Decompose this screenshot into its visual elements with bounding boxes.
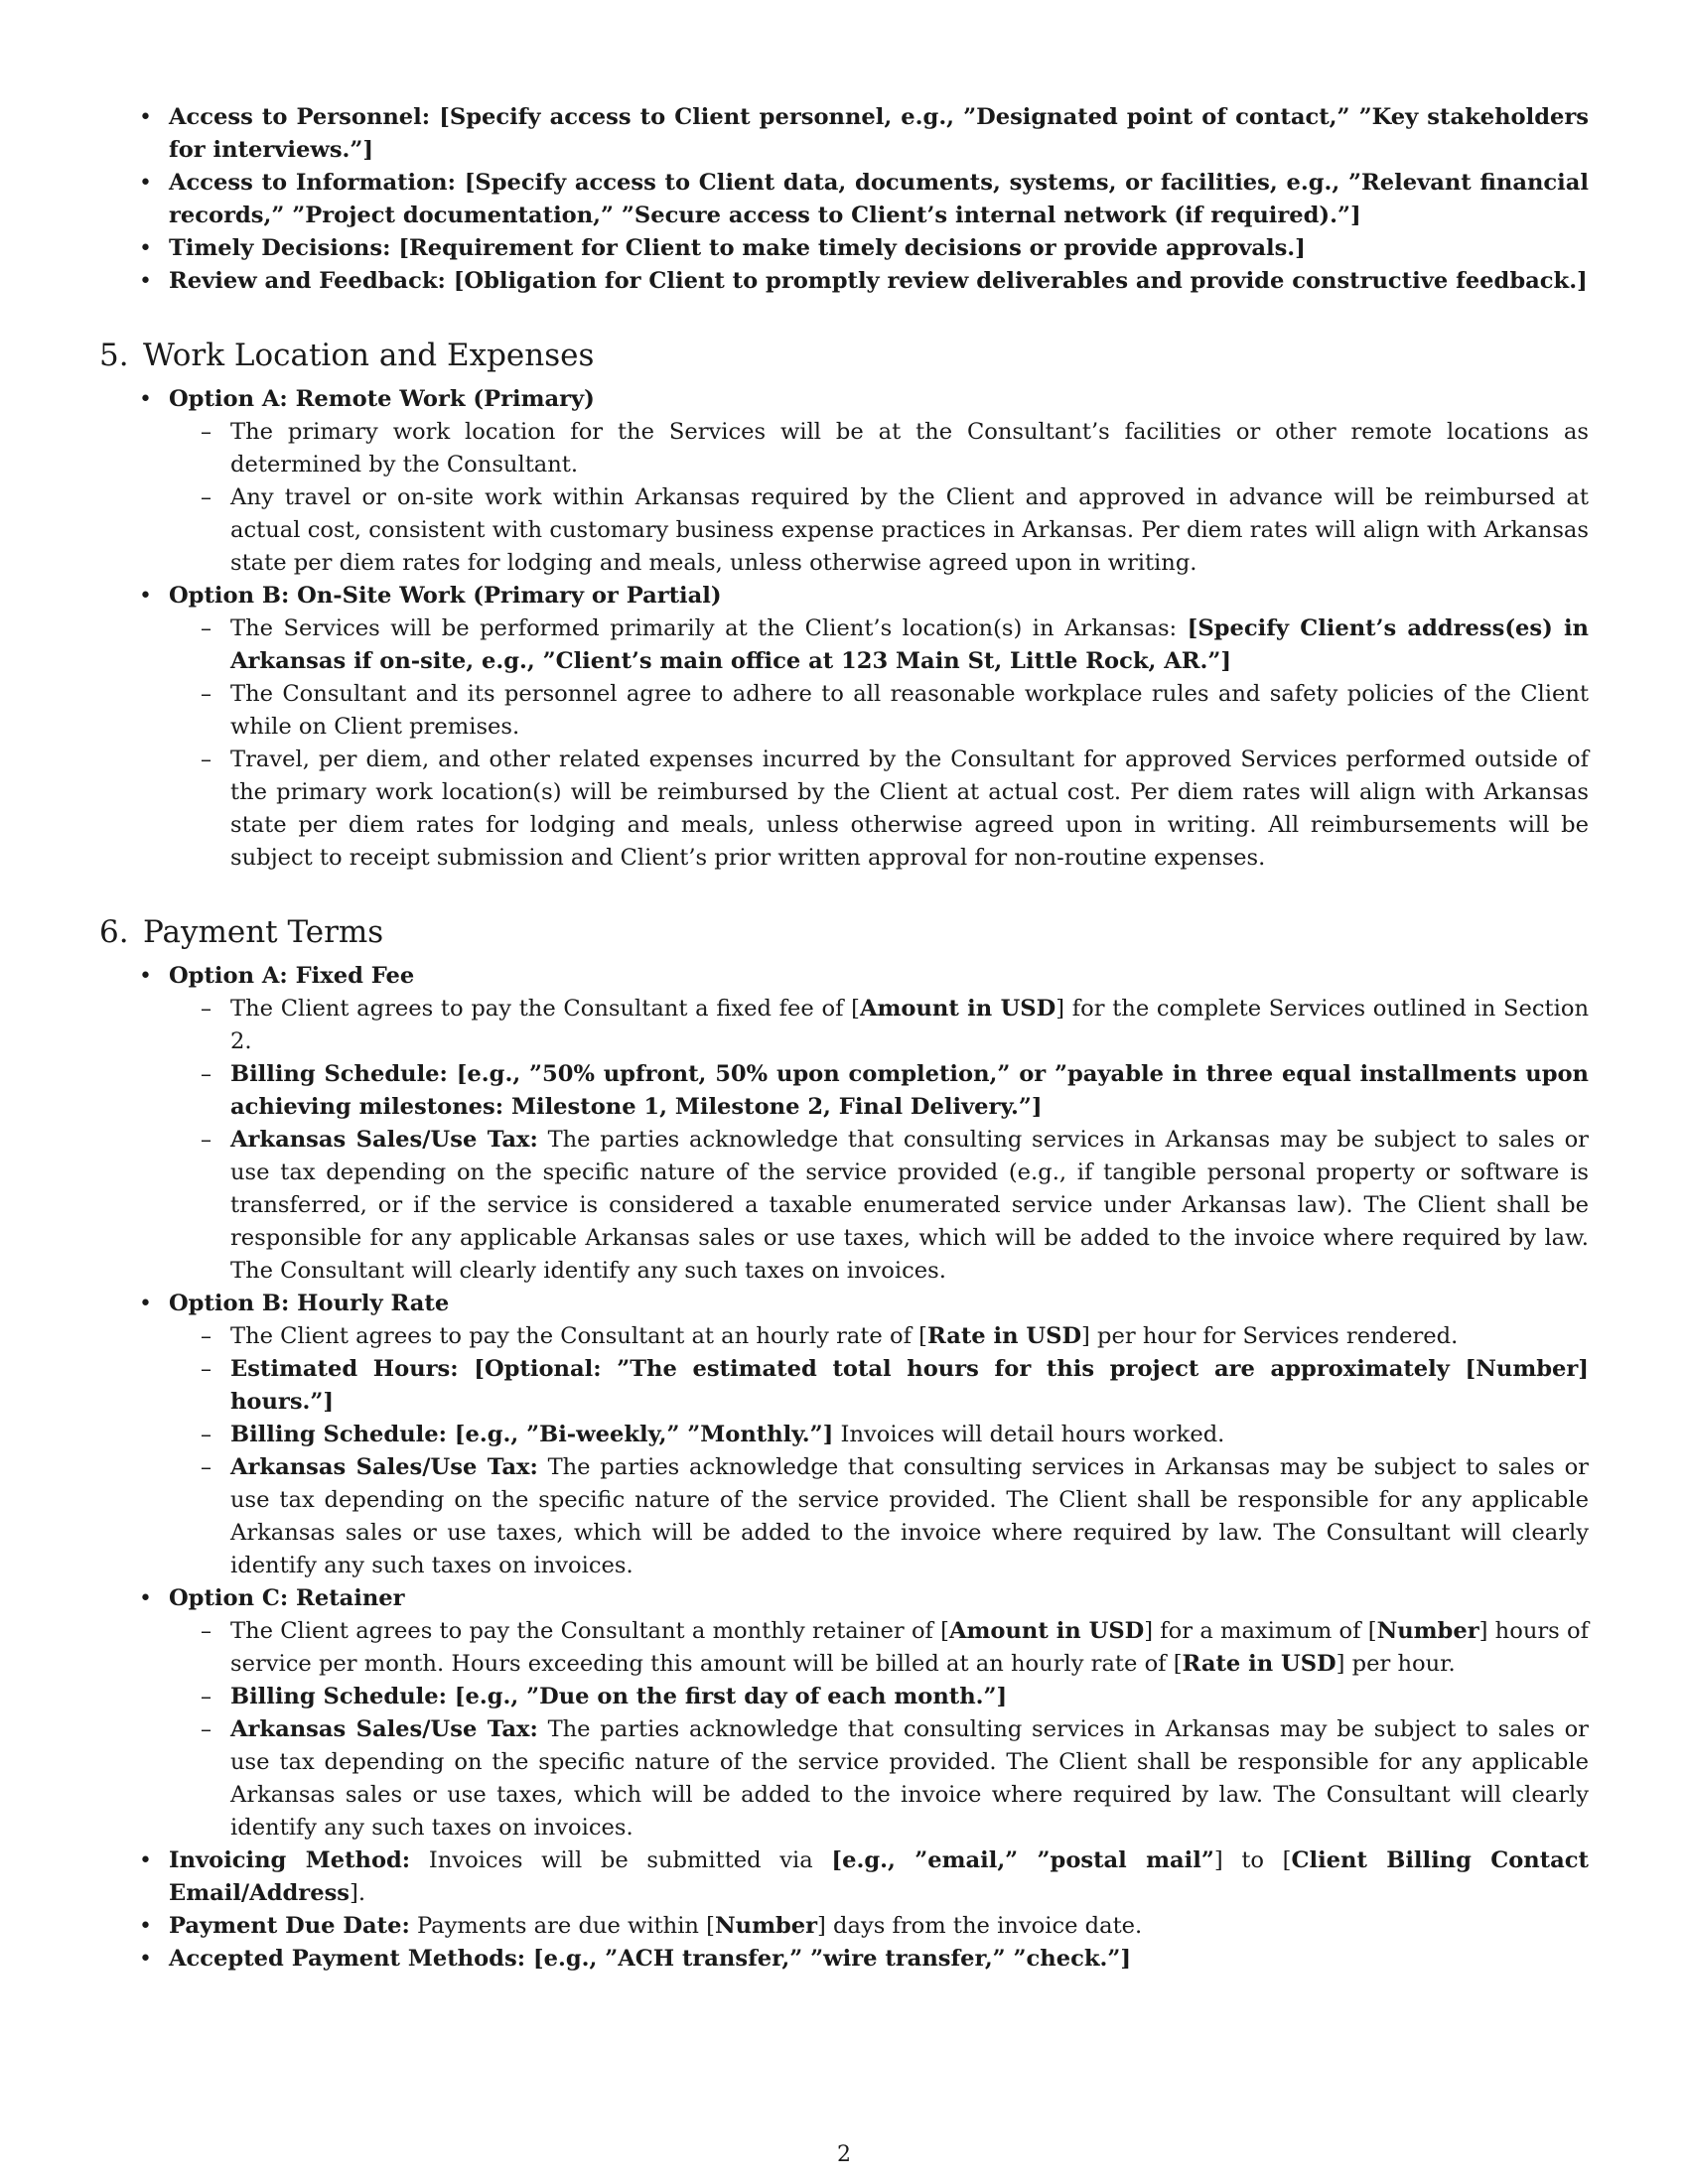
list-item: • Access to Information: [Specify access to Client data, documents, systems, or facilities, e.g., ”Relevant financial records,” ”Project documentation,” ”Secure access to Client’s internal network (if required).”] bbox=[99, 167, 1589, 232]
list-item: • Invoicing Method: Invoices will be submitted via [e.g., ”email,” ”postal mail”] to [Client Billing Contact Email/Address]. bbox=[99, 1844, 1589, 1910]
sublist-item: – Billing Schedule: [e.g., ”Bi-weekly,” ”Monthly.”] Invoices will detail hours worked. bbox=[169, 1419, 1589, 1451]
list-item: • Option C: Retainer – The Client agrees to pay the Consultant a monthly retainer of [Amount in USD] for a maximum of [Number] hours of service per month. Hours exceeding this amount will be billed at an hourly rate of [Rate in USD] per hour. – Billing Schedule: [e.g., ”Due on the first day of each month.”] – Arkansas Sales/Use Tax: The parties acknowledge that consulting services in Arkansas may be subject to sales or use tax depending on the specific nature of the service provided. The Client shall be responsible for any applicable Arkansas sales or use taxes, which will be added to the invoice where required by law. The Consultant will clearly identify any such taxes on invoices. bbox=[99, 1582, 1589, 1844]
section-heading-payment-terms: 6. Payment Terms bbox=[99, 914, 384, 950]
list-item: • Option A: Fixed Fee – The Client agrees to pay the Consultant a fixed fee of [Amount in USD] for the complete Services outlined in Section 2. – Billing Schedule: [e.g., ”50% upfront, 50% upon completion,” or ”payable in three equal installments upon achieving milestones: Milestone 1, Milestone 2, Final Delivery.”] – Arkansas Sales/Use Tax: The parties acknowledge that consulting services in Arkansas may be subject to sales or use tax depending on the specific nature of the service provided (e.g., if tangible personal property or software is transferred, or if the service is considered a taxable enumerated service under Arkansas law). The Client shall be responsible for any applicable Arkansas sales or use taxes, which will be added to the invoice where required by law. The Consultant will clearly identify any such taxes on invoices. bbox=[99, 960, 1589, 1288]
sublist-item: – Arkansas Sales/Use Tax: The parties acknowledge that consulting services in Arkansas may be subject to sales or use tax depending on the specific nature of the service provided (e.g., if tangible personal property or software is transferred, or if the service is considered a taxable enumerated service under Arkansas law). The Client shall be responsible for any applicable Arkansas sales or use taxes, which will be added to the invoice where required by law. The Consultant will clearly identify any such taxes on invoices. bbox=[169, 1124, 1589, 1288]
sublist-item: – The Consultant and its personnel agree to adhere to all reasonable workplace rules and safety policies of the Client while on Client premises. bbox=[169, 678, 1589, 744]
sublist-item: – Billing Schedule: [e.g., ”50% upfront, 50% upon completion,” or ”payable in three equal installments upon achieving milestones: Milestone 1, Milestone 2, Final Delivery.”] bbox=[169, 1058, 1589, 1124]
sublist-item: – The Services will be performed primarily at the Client’s location(s) in Arkansas: [Specify Client’s address(es) in Arkansas if on-site, e.g., ”Client’s main office at 123 Main St, Little Rock, AR.”] bbox=[169, 613, 1589, 678]
sublist bbox=[169, 613, 1589, 875]
sublist bbox=[169, 416, 1589, 580]
sublist-item: – Estimated Hours: [Optional: ”The estimated total hours for this project are approximately [Number] hours.”] bbox=[169, 1353, 1589, 1419]
sublist-item: – Travel, per diem, and other related expenses incurred by the Consultant for approved Services performed outside of the primary work location(s) will be reimbursed by the Client at actual cost. Per diem rates will align with Arkansas state per diem rates for lodging and meals, unless otherwise agreed upon in writing. All reimbursements will be subject to receipt submission and Client’s prior written approval for non-routine expenses. bbox=[169, 744, 1589, 875]
sublist-item: – Arkansas Sales/Use Tax: The parties acknowledge that consulting services in Arkansas may be subject to sales or use tax depending on the specific nature of the service provided. The Client shall be responsible for any applicable Arkansas sales or use taxes, which will be added to the invoice where required by law. The Consultant will clearly identify any such taxes on invoices. bbox=[169, 1713, 1589, 1844]
list-item: • Accepted Payment Methods: [e.g., ”ACH transfer,” ”wire transfer,” ”check.”] bbox=[99, 1943, 1589, 1976]
sublist-item: – The Client agrees to pay the Consultant at an hourly rate of [Rate in USD] per hour for Services rendered. bbox=[169, 1320, 1589, 1353]
sublist-item: – Any travel or on-site work within Arkansas required by the Client and approved in advance will be reimbursed at actual cost, consistent with customary business expense practices in Arkansas. Per diem rates will align with Arkansas state per diem rates for lodging and meals, unless otherwise agreed upon in writing. bbox=[169, 481, 1589, 580]
list-item: • Payment Due Date: Payments are due within [Number] days from the invoice date. bbox=[99, 1910, 1589, 1943]
list-item: • Option A: Remote Work (Primary) – The primary work location for the Services will be at the Consultant’s facilities or other remote locations as determined by the Consultant. – Any travel or on-site work within Arkansas required by the Client and approved in advance will be reimbursed at actual cost, consistent with customary business expense practices in Arkansas. Per diem rates will align with Arkansas state per diem rates for lodging and meals, unless otherwise agreed upon in writing. bbox=[99, 383, 1589, 580]
sublist bbox=[169, 1320, 1589, 1582]
sublist bbox=[169, 1615, 1589, 1844]
sublist-item: – The Client agrees to pay the Consultant a fixed fee of [Amount in USD] for the complete Services outlined in Section 2. bbox=[169, 993, 1589, 1058]
list-item: • Timely Decisions: [Requirement for Client to make timely decisions or provide approvals.] bbox=[99, 232, 1589, 265]
sublist-item: – The Client agrees to pay the Consultant a monthly retainer of [Amount in USD] for a maximum of [Number] hours of service per month. Hours exceeding this amount will be billed at an hourly rate of [Rate in USD] per hour. bbox=[169, 1615, 1589, 1681]
page-number: 2 bbox=[837, 2142, 851, 2167]
list-item: • Access to Personnel: [Specify access to Client personnel, e.g., ”Designated point of contact,” ”Key stakeholders for interviews.”] bbox=[99, 101, 1589, 167]
sublist-item: – Arkansas Sales/Use Tax: The parties acknowledge that consulting services in Arkansas may be subject to sales or use tax depending on the specific nature of the service provided. The Client shall be responsible for any applicable Arkansas sales or use taxes, which will be added to the invoice where required by law. The Consultant will clearly identify any such taxes on invoices. bbox=[169, 1451, 1589, 1582]
list-item: • Option B: Hourly Rate – The Client agrees to pay the Consultant at an hourly rate of [Rate in USD] per hour for Services rendered. – Estimated Hours: [Optional: ”The estimated total hours for this project are approximately [Number] hours.”] – Billing Schedule: [e.g., ”Bi-weekly,” ”Monthly.”] Invoices will detail hours worked. – Arkansas Sales/Use Tax: The parties acknowledge that consulting services in Arkansas may be subject to sales or use tax depending on the specific nature of the service provided. The Client shall be responsible for any applicable Arkansas sales or use taxes, which will be added to the invoice where required by law. The Consultant will clearly identify any such taxes on invoices. bbox=[99, 1288, 1589, 1582]
list-item: • Review and Feedback: [Obligation for Client to promptly review deliverables and provide constructive feedback.] bbox=[99, 265, 1589, 298]
section5-list bbox=[99, 383, 1589, 875]
section-heading-work-location: 5. Work Location and Expenses bbox=[99, 338, 595, 373]
sublist bbox=[169, 993, 1589, 1288]
list-item: • Option B: On-Site Work (Primary or Partial) – The Services will be performed primarily at the Client’s location(s) in Arkansas: [Specify Client’s address(es) in Arkansas if on-site, e.g., ”Client’s main office at 123 Main St, Little Rock, AR.”] – The Consultant and its personnel agree to adhere to all reasonable workplace rules and safety policies of the Client while on Client premises. – Travel, per diem, and other related expenses incurred by the Consultant for approved Services performed outside of the primary work location(s) will be reimbursed by the Client at actual cost. Per diem rates will align with Arkansas state per diem rates for lodging and meals, unless otherwise agreed upon in writing. All reimbursements will be subject to receipt submission and Client’s prior written approval for non-routine expenses. bbox=[99, 580, 1589, 875]
sublist-item: – The primary work location for the Services will be at the Consultant’s facilities or other remote locations as determined by the Consultant. bbox=[169, 416, 1589, 481]
section4-list bbox=[99, 101, 1589, 298]
sublist-item: – Billing Schedule: [e.g., ”Due on the first day of each month.”] bbox=[169, 1681, 1589, 1713]
section6-list bbox=[99, 960, 1589, 1976]
document-page bbox=[99, 101, 1589, 1976]
